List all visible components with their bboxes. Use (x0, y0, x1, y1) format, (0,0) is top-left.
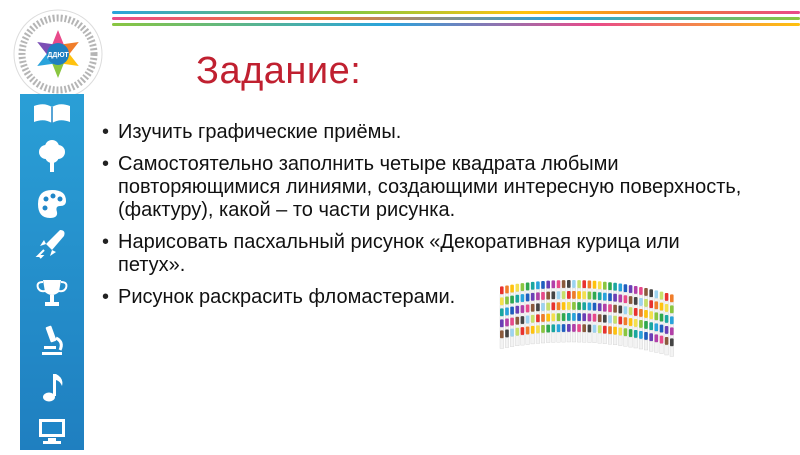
computer-icon (30, 414, 74, 450)
svg-text:ДДЮТ: ДДЮТ (47, 52, 69, 59)
organization-logo (12, 8, 104, 100)
slide-title: Задание: (196, 50, 362, 92)
rocket-icon (30, 226, 74, 262)
palette-icon (30, 186, 74, 222)
icon-sidebar (20, 94, 84, 450)
top-decorative-stripes (112, 10, 800, 30)
tree-icon (30, 140, 74, 176)
felt-tip-markers-image (494, 276, 678, 362)
music-note-icon (30, 370, 74, 406)
list-item: • Нарисовать пасхальный рисунок «Декоративная курица или петух». (102, 231, 742, 277)
list-item: • Самостоятельно заполнить четыре квадрата любыми повторяющимися линиями, создающими интересную поверхность, (фактуру), какой – то части рисунка. (102, 153, 742, 222)
book-icon (30, 96, 74, 132)
trophy-icon (30, 276, 74, 312)
list-item: • Изучить графические приёмы. (102, 121, 742, 144)
microscope-icon (30, 322, 74, 358)
list-item: • Рисунок раскрасить фломастерами. (102, 286, 742, 309)
